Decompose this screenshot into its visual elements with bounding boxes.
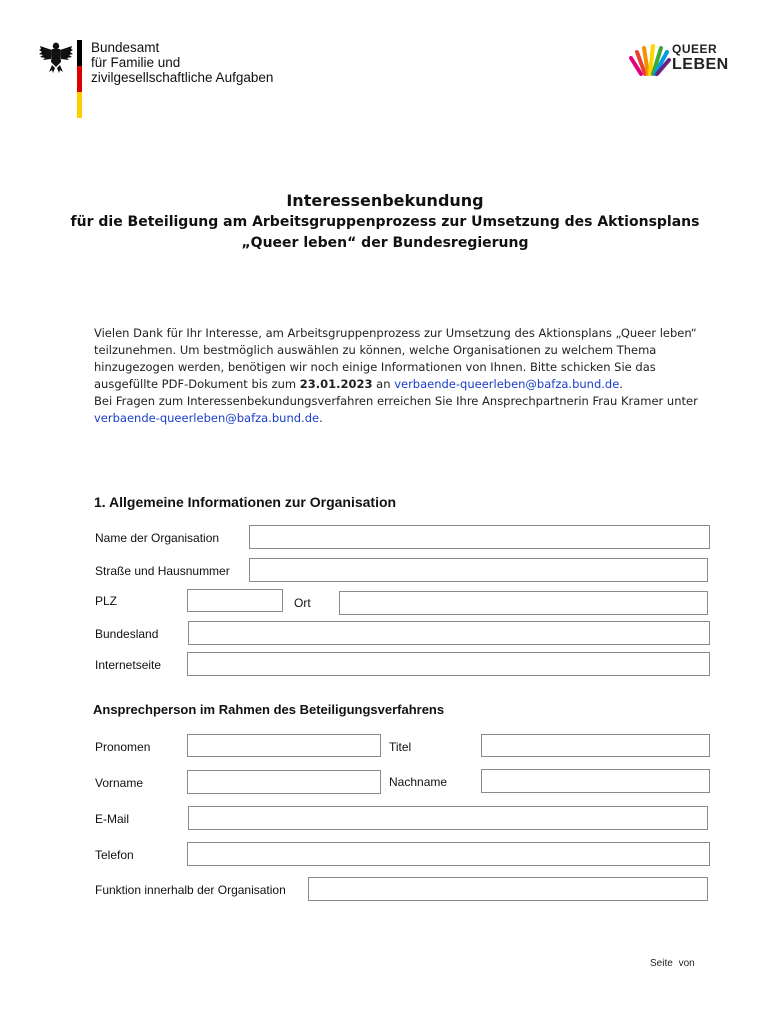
- vorname-input[interactable]: [187, 770, 381, 794]
- logo-text-top: QUEER: [672, 42, 718, 56]
- flag-stripe-red: [77, 66, 82, 92]
- email-link-2[interactable]: verbaende-queerleben@bafza.bund.de: [94, 411, 320, 425]
- intro-text: an: [372, 377, 395, 391]
- intro-line: [94, 376, 714, 393]
- street-label: Straße und Hausnummer: [95, 564, 230, 578]
- org-name-label: Name der Organisation: [95, 531, 220, 545]
- pronomen-input[interactable]: [187, 734, 381, 757]
- nachname-input[interactable]: [481, 769, 710, 793]
- website-input[interactable]: [187, 652, 710, 676]
- email-link[interactable]: verbaende-queerleben@bafza.bund.de: [394, 377, 620, 391]
- intro-line: hinzugezogen werden, benötigen wir noch einige Informationen von Ihnen. Bitte schicken Sie das: [94, 360, 656, 374]
- street-input[interactable]: [249, 558, 708, 582]
- intro-text: .: [619, 377, 623, 391]
- vorname-label: Vorname: [95, 776, 144, 790]
- email-label: E-Mail: [95, 812, 130, 826]
- intro-line: teilzunehmen. Um bestmöglich auswählen zu können, welche Organisationen zu welchem Thema: [94, 343, 657, 357]
- org-name-input[interactable]: [249, 525, 710, 549]
- section-1-heading: 1. Allgemeine Informationen zur Organisation: [94, 494, 397, 510]
- document-subtitle-line-1: für die Beteiligung am Arbeitsgruppenprozess zur Umsetzung des Aktionsplans: [70, 214, 700, 230]
- website-label: Internetseite: [95, 658, 162, 672]
- ministry-line: Bundesamt: [91, 40, 160, 55]
- german-flag-bar: [77, 40, 82, 118]
- ort-label: Ort: [294, 596, 311, 610]
- flag-stripe-black: [77, 40, 82, 66]
- deadline-date: 23.01.2023: [299, 377, 373, 391]
- titel-input[interactable]: [481, 734, 710, 757]
- logo-text-bottom: LEBEN: [672, 56, 729, 73]
- pronomen-label: Pronomen: [95, 740, 151, 754]
- intro-text: ausgefüllte PDF-Dokument bis zum: [94, 377, 300, 391]
- intro-line: Bei Fragen zum Interessenbekundungsverfahren erreichen Sie Ihre Ansprechpartnerin Frau Kramer unter: [94, 394, 698, 408]
- document-subtitle-line-2: „Queer leben“ der Bundesregierung: [241, 235, 529, 251]
- bundesland-label: Bundesland: [95, 627, 159, 641]
- ministry-line: zivilgesellschaftliche Aufgaben: [91, 70, 274, 85]
- intro-line: Vielen Dank für Ihr Interesse, am Arbeitsgruppenprozess zur Umsetzung des Aktionsplans „Queer leben“: [94, 326, 697, 340]
- funktion-input[interactable]: [308, 877, 708, 901]
- federal-eagle-icon: [38, 40, 74, 74]
- titel-label: Titel: [389, 740, 412, 754]
- nachname-label: Nachname: [389, 775, 448, 789]
- bundesland-input[interactable]: [188, 621, 710, 645]
- document-title: Interessenbekundung: [286, 191, 484, 210]
- ministry-name: [91, 40, 273, 85]
- ministry-line: für Familie und: [91, 55, 181, 70]
- plz-label: PLZ: [95, 594, 118, 608]
- queer-leben-logo-text: [672, 42, 729, 73]
- telefon-input[interactable]: [187, 842, 710, 866]
- flag-stripe-gold: [77, 92, 82, 118]
- page-number: Seite von: [650, 958, 695, 969]
- intro-line: [94, 410, 714, 427]
- intro-text: .: [319, 411, 323, 425]
- funktion-label: Funktion innerhalb der Organisation: [95, 883, 286, 897]
- intro-paragraph: [94, 325, 714, 427]
- section-2-heading: Ansprechperson im Rahmen des Beteiligungsverfahrens: [93, 702, 445, 717]
- email-input[interactable]: [188, 806, 708, 830]
- plz-input[interactable]: [187, 589, 283, 612]
- telefon-label: Telefon: [95, 848, 134, 862]
- ort-input[interactable]: [339, 591, 708, 615]
